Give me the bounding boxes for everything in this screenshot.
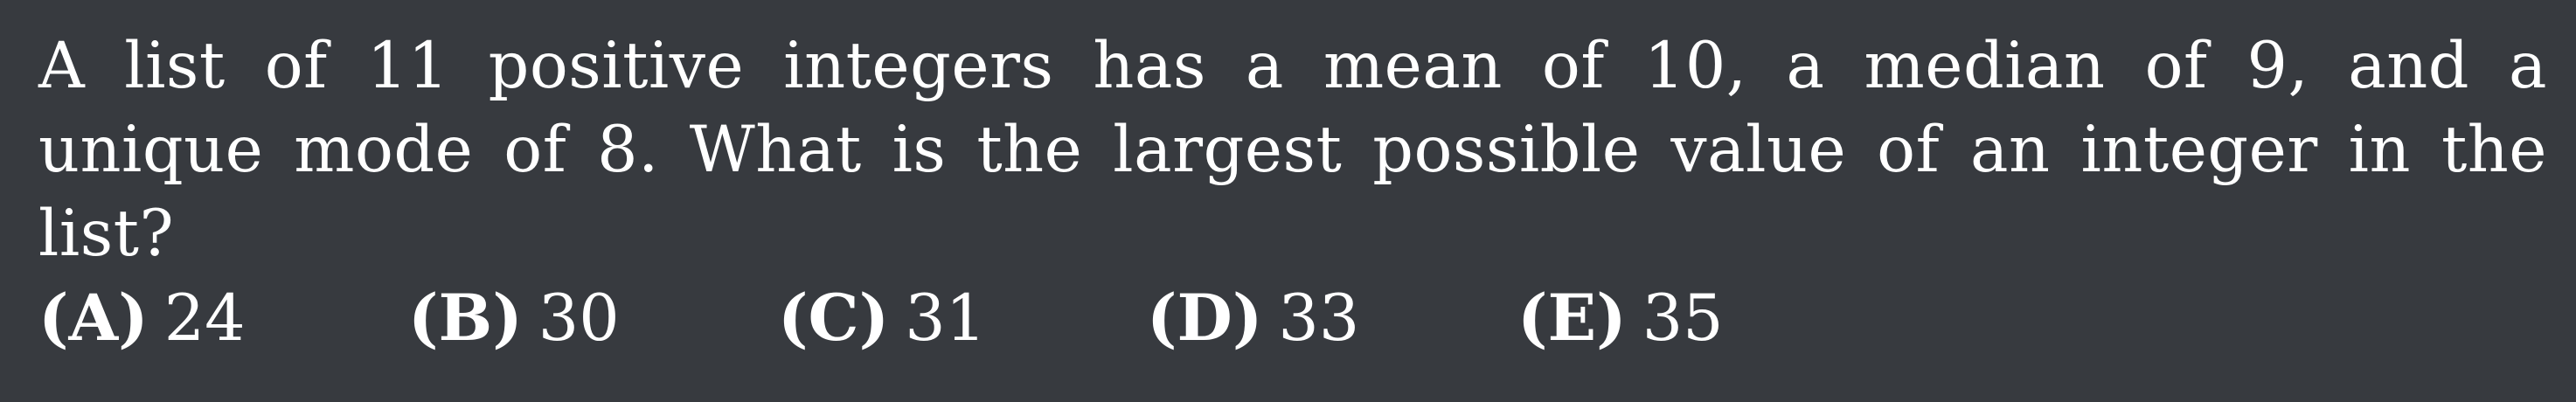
choice-value: 30 [538, 281, 620, 356]
choice-letter: (E) [1517, 281, 1627, 356]
choice-letter: (B) [408, 281, 523, 356]
choice-c[interactable] [778, 276, 986, 361]
choice-letter: (A) [38, 281, 149, 356]
problem-statement: A list of 11 positive integers has a mean of 10, a median of 9, and a unique mode of 8. What is the largest possible value of an integer in the list? [38, 29, 2547, 271]
choice-e[interactable] [1517, 276, 1724, 361]
choice-value: 35 [1642, 281, 1724, 356]
choice-value: 33 [1278, 281, 1360, 356]
choice-letter: (D) [1147, 281, 1263, 356]
choice-value: 24 [163, 281, 246, 356]
choice-letter: (C) [778, 281, 890, 356]
answer-choices [38, 276, 2547, 360]
choice-a[interactable] [38, 276, 246, 361]
choice-value: 31 [905, 281, 987, 356]
choice-b[interactable] [408, 276, 620, 361]
choice-d[interactable] [1147, 276, 1359, 361]
